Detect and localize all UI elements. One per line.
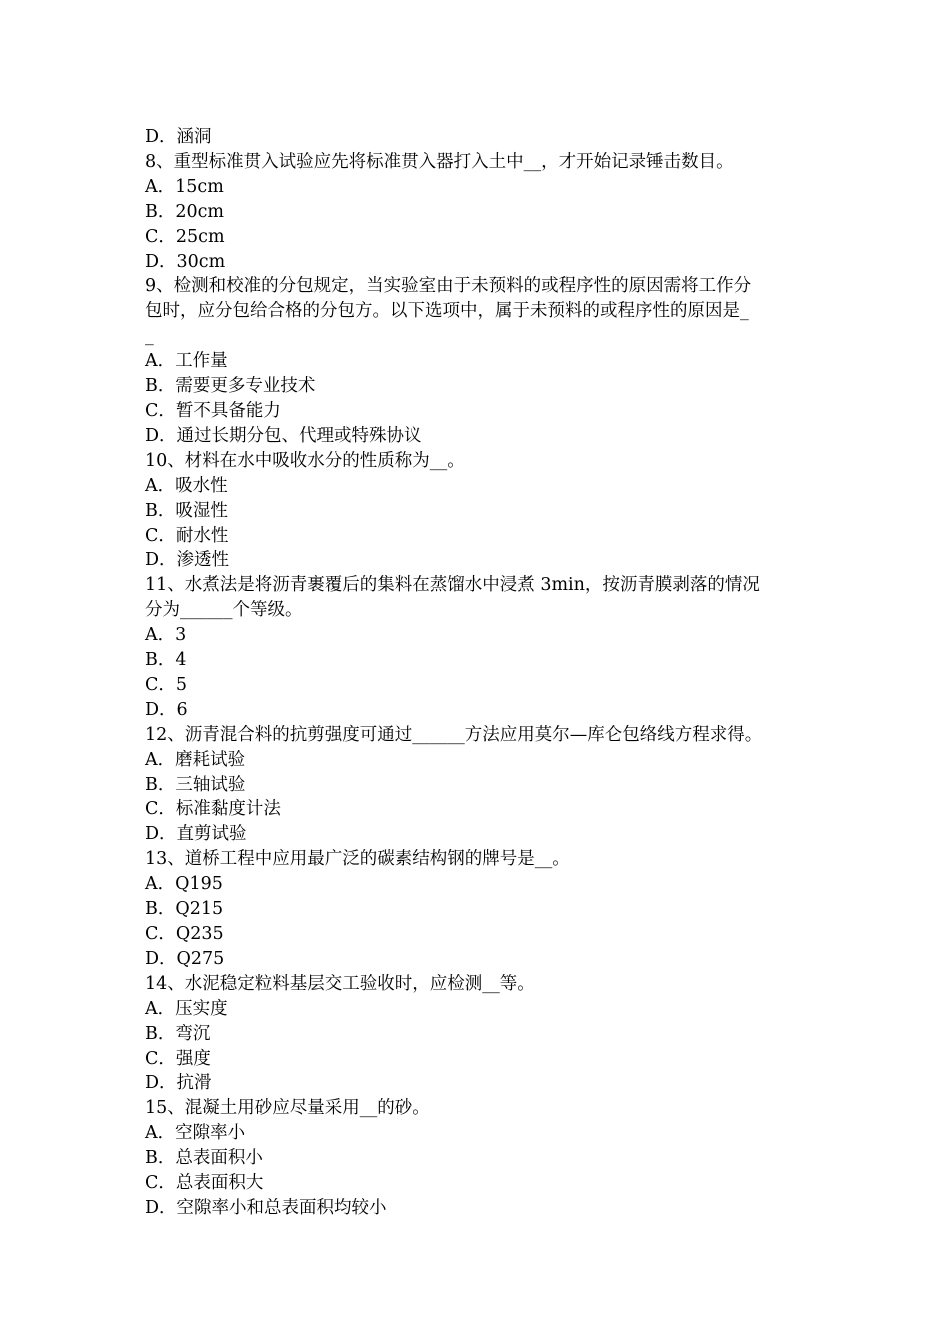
question-14: 14、水泥稳定粒料基层交工验收时，应检测__等。 [145,973,535,994]
option-a-text: A．Q195 [145,874,223,895]
option-a-text: A．15cm [145,176,224,197]
option-c-text: C．Q235 [145,924,224,944]
question-8: 8、重型标准贯入试验应先将标准贯入器打入土中__，才开始记录锤击数目。 [145,151,734,172]
option-a-text: A．3 [145,625,187,646]
option-d-text: D．渗透性 [145,550,230,571]
question-15: 15、混凝土用砂应尽量采用__的砂。 [145,1098,430,1119]
option-d-text: D．30cm [145,251,226,272]
option-c-text: C．25cm [145,226,225,247]
option-d-text: D．6 [145,699,188,720]
document-page [145,125,825,1221]
option-d-text: D．涵洞 [145,127,212,147]
option-c-text: C．耐水性 [145,525,229,546]
option-d-text: D．抗滑 [145,1073,212,1094]
option-d-text: D．空隙率小和总表面积均较小 [145,1197,387,1218]
option-b-text: B．三轴试验 [145,774,246,795]
option-c-text: C．暂不具备能力 [145,400,281,421]
option-b-text: B．4 [145,650,187,671]
option-c-text: C．总表面积大 [145,1173,264,1194]
question-10: 10、材料在水中吸收水分的性质称为__。 [145,450,465,471]
option-a-text: A．空隙率小 [145,1123,246,1144]
option-b-text: B．Q215 [145,899,224,920]
option-d-text: D．Q275 [145,948,225,969]
option-b-text: B．弯沉 [145,1023,211,1044]
question-11-line-1: 11、水煮法是将沥青裹覆后的集料在蒸馏水中浸煮 3min，按沥青膜剥落的情况 [145,575,760,596]
option-a-text: A．磨耗试验 [145,749,246,770]
question-11-line-2: 分为______个等级。 [145,600,303,621]
option-d-text: D．通过长期分包、代理或特殊协议 [145,425,422,446]
option-c-text: C．5 [145,674,188,695]
question-9-line-2: 包时，应分包给合格的分包方。以下选项中，属于未预料的或程序性的原因是_ [145,301,749,322]
option-b-text: B．需要更多专业技术 [145,376,316,397]
option-b-text: B．吸湿性 [145,500,228,521]
question-12: 12、沥青混合料的抗剪强度可通过______方法应用莫尔—库仑包络线方程求得。 [145,724,763,745]
question-13: 13、道桥工程中应用最广泛的碳素结构钢的牌号是__。 [145,849,570,870]
option-c-text: C．标准黏度计法 [145,799,281,820]
option-b-text: B．20cm [145,201,225,222]
option-a-text: A．工作量 [145,351,228,372]
option-c-text: C．强度 [145,1048,211,1069]
option-a-text: A．吸水性 [145,475,228,496]
question-9-line-3: _ [145,326,154,347]
option-d-text: D．直剪试验 [145,824,247,845]
option-b-text: B．总表面积小 [145,1148,263,1169]
question-9-line-1: 9、检测和校准的分包规定，当实验室由于未预料的或程序性的原因需将工作分 [145,276,752,297]
option-a-text: A．压实度 [145,998,228,1019]
